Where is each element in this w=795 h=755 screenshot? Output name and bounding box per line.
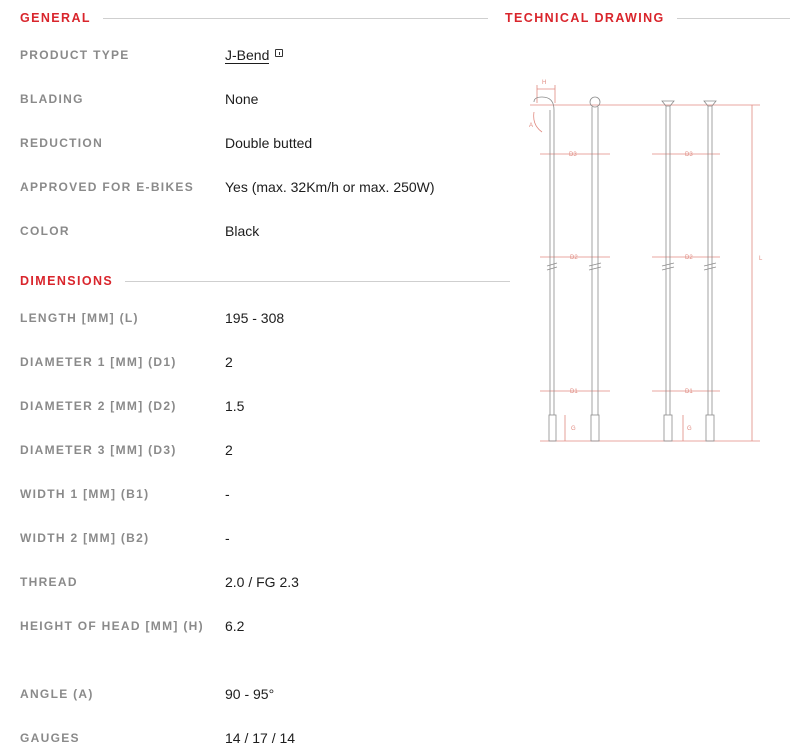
spec-value: 2 [225,354,233,370]
info-icon[interactable] [275,49,283,57]
general-divider [103,18,488,19]
technical-drawing-header [505,11,790,25]
spec-label: APPROVED FOR E-BIKES [20,180,195,194]
spec-value: 2 [225,442,233,458]
spec-value: Double butted [225,135,313,151]
spec-label: DIAMETER 3 [MM] (D3) [20,443,177,457]
spec-label: LENGTH [MM] (L) [20,311,139,325]
spec-label: WIDTH 1 [MM] (B1) [20,487,150,501]
spec-value: - [225,530,230,546]
spec-value: 195 - 308 [225,310,285,326]
spec-label: GAUGES [20,731,80,745]
spoke-technical-drawing [520,70,770,455]
d1-label-left: D1 [570,389,578,395]
spec-label: BLADING [20,92,84,106]
spec-value: 2.0 / FG 2.3 [225,574,299,590]
dimensions-section-header [20,274,510,288]
dimension-lines [530,85,760,441]
spec-label: HEIGHT OF HEAD [MM] (H) [20,619,204,633]
product-type-link[interactable]: J-Bend [225,47,270,63]
d3-label-left: D3 [569,152,577,158]
technical-drawing-title: TECHNICAL DRAWING [505,11,665,25]
dimensions-title: DIMENSIONS [20,274,114,288]
spec-value: 90 - 95° [225,686,275,702]
d2-label-right: D2 [685,255,693,261]
angle-label: A [529,123,534,129]
spec-value: - [225,486,230,502]
spec-value [225,43,283,67]
g-label-right: G [687,426,692,432]
spec-label: COLOR [20,224,70,238]
spec-label: THREAD [20,575,78,589]
spec-label: REDUCTION [20,136,104,150]
spec-label: DIAMETER 2 [MM] (D2) [20,399,177,413]
spec-value: 14 / 17 / 14 [225,730,296,746]
d3-label-right: D3 [685,152,693,158]
spec-value: Yes (max. 32Km/h or max. 250W) [225,179,435,195]
spec-value: 1.5 [225,398,245,414]
d1-label-right: D1 [685,389,693,395]
spec-value: None [225,91,259,107]
spec-label: ANGLE (A) [20,687,94,701]
general-section-header [20,11,488,25]
general-title: GENERAL [20,11,91,25]
spec-value: 6.2 [225,618,245,634]
dimensions-divider [125,281,510,282]
spec-label: WIDTH 2 [MM] (B2) [20,531,150,545]
spec-label: PRODUCT TYPE [20,48,130,62]
length-label: L [759,256,763,262]
spec-value: Black [225,223,260,239]
g-label-left: G [571,426,576,432]
height-label: H [542,80,547,86]
spec-label: DIAMETER 1 [MM] (D1) [20,355,177,369]
technical-drawing-divider [677,18,790,19]
d2-label-left: D2 [570,255,578,261]
